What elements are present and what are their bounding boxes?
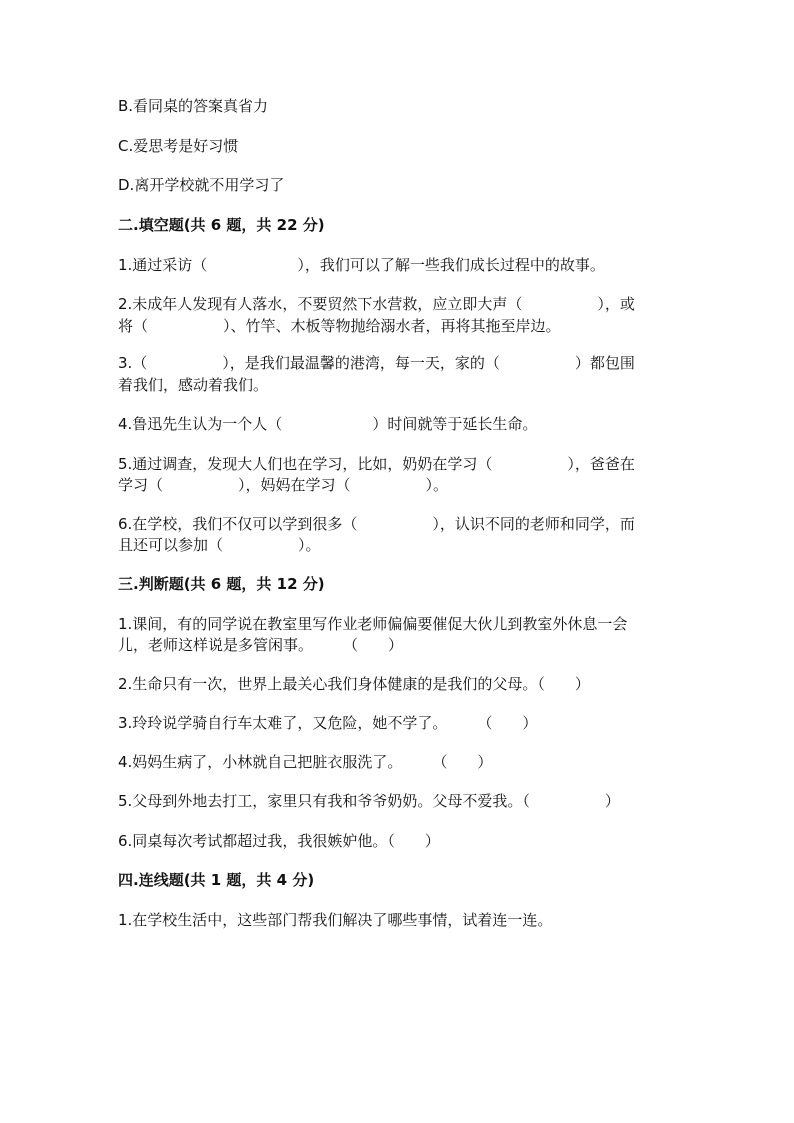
fill-question-6-line-1: 6.在学校，我们不仅可以学到很多（ ），认识不同的老师和同学，而 — [118, 515, 635, 533]
fill-question-5-line-2: 学习（ ），妈妈在学习（ ）。 — [118, 476, 449, 494]
fill-question-3-line-1: 3.（ ），是我们最温馨的港湾，每一天，家的（ ）都包围 — [118, 354, 635, 372]
judge-question-2: 2.生命只有一次，世界上最关心我们身体健康的是我们的父母。（ ） — [118, 675, 590, 693]
option-b: B.看同桌的答案真省力 — [118, 97, 269, 115]
fill-question-6-line-2: 且还可以参加（ ）。 — [118, 536, 321, 554]
judge-question-5: 5.父母到外地去打工，家里只有我和爷爷奶奶。父母不爱我。（ ） — [118, 792, 620, 810]
judge-question-4: 4.妈妈生病了，小林就自己把脏衣服洗了。 （ ） — [118, 753, 493, 771]
fill-question-5-line-1: 5.通过调查，发现大人们也在学习，比如，奶奶在学习（ ），爸爸在 — [118, 455, 635, 473]
matching-question-1: 1.在学校生活中，这些部门帮我们解决了哪些事情，试着连一连。 — [118, 911, 553, 929]
section-heading-true-false: 三.判断题(共 6 题，共 12 分) — [118, 575, 325, 593]
fill-question-1: 1.通过采访（ ），我们可以了解一些我们成长过程中的故事。 — [118, 256, 605, 274]
section-heading-matching: 四.连线题(共 1 题，共 4 分) — [118, 871, 315, 889]
judge-question-6: 6.同桌每次考试都超过我，我很嫉妒他。（ ） — [118, 832, 440, 850]
fill-question-2-line-2: 将（ ）、竹竿、木板等物抛给溺水者，再将其拖至岸边。 — [118, 317, 561, 335]
fill-question-2-line-1: 2.未成年人发现有人落水，不要贸然下水营救，应立即大声（ ），或 — [118, 295, 635, 313]
fill-question-3-line-2: 着我们，感动着我们。 — [118, 376, 269, 394]
judge-question-1-line-1: 1.课间，有的同学说在教室里写作业老师偏偏要催促大伙儿到教室外休息一会 — [118, 615, 628, 633]
option-c: C.爱思考是好习惯 — [118, 137, 239, 155]
section-heading-fill-blank: 二.填空题(共 6 题，共 22 分) — [118, 216, 325, 234]
fill-question-4: 4.鲁迅先生认为一个人（ ）时间就等于延长生命。 — [118, 415, 538, 433]
judge-question-3: 3.玲玲说学骑自行车太难了，又危险，她不学了。 （ ） — [118, 714, 538, 732]
judge-question-1-line-2: 儿，老师这样说是多管闲事。 （ ） — [118, 636, 404, 654]
option-d: D.离开学校就不用学习了 — [118, 176, 285, 194]
